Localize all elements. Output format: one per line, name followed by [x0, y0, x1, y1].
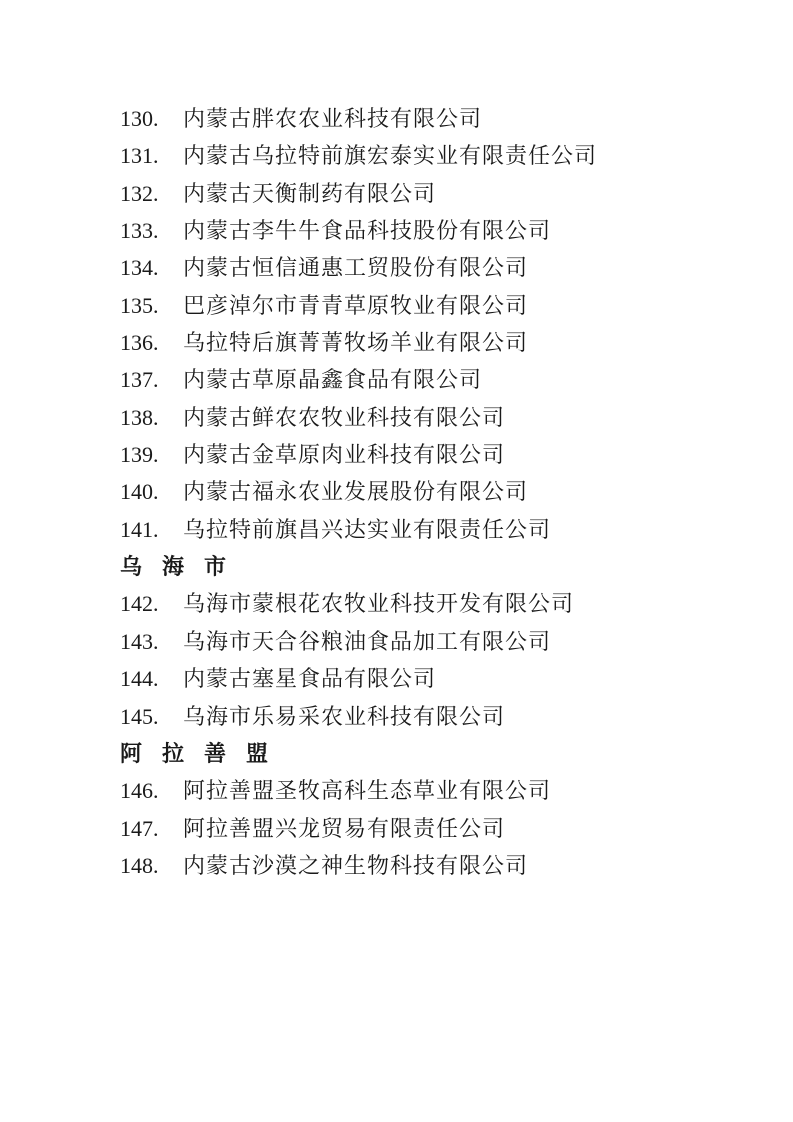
list-item [120, 324, 753, 361]
list-item-number: 148. [120, 852, 159, 878]
list-item-number: 136. [120, 330, 159, 356]
company-name: 阿拉善盟圣牧高科生态草业有限公司 [183, 778, 552, 804]
list-item [120, 772, 753, 809]
list-item-number: 132. [120, 180, 159, 206]
company-name: 内蒙古乌拉特前旗宏泰实业有限责任公司 [183, 143, 598, 169]
list-item [120, 249, 753, 286]
company-name: 内蒙古草原晶鑫食品有限公司 [183, 367, 483, 393]
list-item-number: 139. [120, 442, 159, 468]
company-name: 内蒙古胖农农业科技有限公司 [183, 106, 483, 131]
company-name: 内蒙古恒信通惠工贸股份有限公司 [183, 255, 529, 281]
list-item [120, 810, 753, 847]
company-name: 乌海市蒙根花农牧业科技开发有限公司 [183, 591, 575, 617]
list-item [120, 100, 753, 137]
company-name: 内蒙古鲜农农牧业科技有限公司 [183, 404, 506, 430]
company-name: 乌拉特后旗菁菁牧场羊业有限公司 [183, 330, 529, 356]
list-item [120, 137, 753, 174]
list-item-number: 131. [120, 143, 159, 169]
list-item-number: 133. [120, 218, 159, 244]
list-item-number: 137. [120, 367, 159, 393]
list-item [120, 175, 753, 212]
list-item-number: 144. [120, 666, 159, 692]
company-name: 内蒙古福永农业发展股份有限公司 [183, 479, 529, 505]
list-item-number: 134. [120, 255, 159, 281]
list-item [120, 623, 753, 660]
list-item-number: 140. [120, 479, 159, 505]
company-name: 内蒙古塞星食品有限公司 [183, 666, 437, 692]
list-item-number: 145. [120, 703, 159, 729]
list-item [120, 436, 753, 473]
list-item [120, 399, 753, 436]
company-name: 乌拉特前旗昌兴达实业有限责任公司 [183, 516, 552, 542]
list-item-number: 147. [120, 815, 159, 841]
list-item-number: 138. [120, 404, 159, 430]
list-item-number: 141. [120, 516, 159, 542]
company-name: 乌海市天合谷粮油食品加工有限公司 [183, 628, 552, 654]
company-name: 内蒙古李牛牛食品科技股份有限公司 [183, 218, 552, 244]
company-name: 阿拉善盟兴龙贸易有限责任公司 [183, 815, 506, 841]
list-item [120, 585, 753, 622]
list-item-number: 143. [120, 628, 159, 654]
list-item [120, 287, 753, 324]
list-item-number: 135. [120, 292, 159, 318]
list-item [120, 847, 753, 884]
section-header: 阿拉善盟 [120, 740, 289, 766]
list-item [120, 660, 753, 697]
list-item [120, 511, 753, 548]
company-name: 乌海市乐易采农业科技有限公司 [183, 703, 506, 729]
list-item-number: 142. [120, 591, 159, 617]
list-item [120, 698, 753, 735]
list-item [120, 212, 753, 249]
section-header: 乌海市 [120, 554, 247, 580]
company-list [120, 100, 753, 884]
list-item [120, 361, 753, 398]
list-item-number: 130. [120, 106, 159, 131]
company-name: 内蒙古金草原肉业科技有限公司 [183, 442, 506, 468]
list-item [120, 473, 753, 510]
list-item-number: 146. [120, 778, 159, 804]
company-name: 内蒙古沙漠之神生物科技有限公司 [183, 852, 529, 878]
company-name: 内蒙古天衡制药有限公司 [183, 180, 437, 206]
company-name: 巴彦淖尔市青青草原牧业有限公司 [183, 292, 529, 318]
